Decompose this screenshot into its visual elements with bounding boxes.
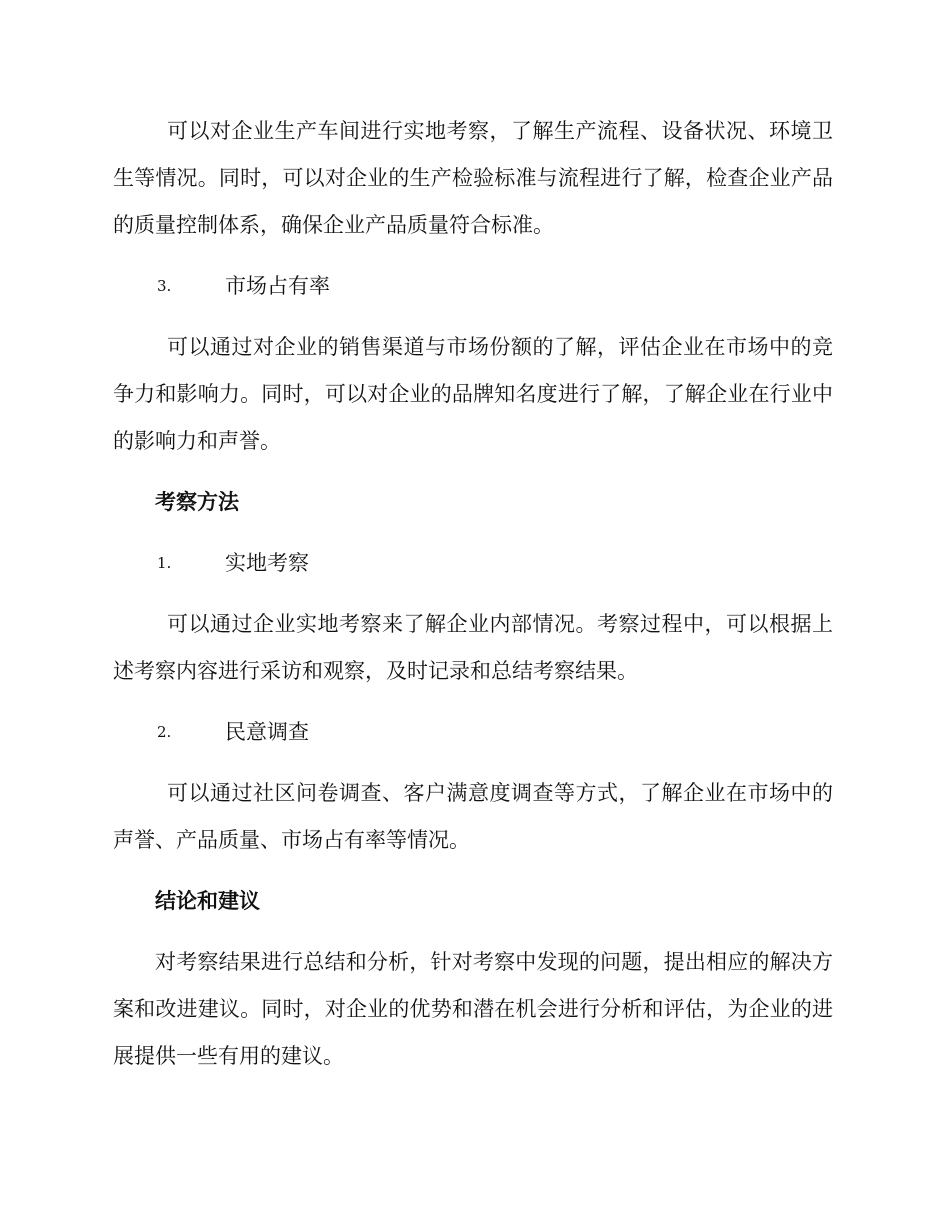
list-item-label: 民意调查 — [225, 720, 309, 744]
section-heading-conclusion: 结论和建议 — [155, 889, 260, 913]
section-heading-methods: 考察方法 — [155, 490, 239, 514]
paragraph-inspection-production: 可以对企业生产车间进行实地考察，了解生产流程、设备状况、环境卫生等情况。同时，可以对企业的生产检验标准与流程进行了解，检查企业产品的质量控制体系，确保企业产品质量符合标准。 — [113, 119, 833, 237]
paragraph-market-share: 可以通过对企业的销售渠道与市场份额的了解，评估企业在市场中的竞争力和影响力。同时，可以对企业的品牌知名度进行了解，了解企业在行业中的影响力和声誉。 — [113, 335, 833, 453]
list-number: 3. — [157, 277, 172, 295]
list-item-label: 市场占有率 — [225, 274, 330, 298]
paragraph-public-survey: 可以通过社区问卷调查、客户满意度调查等方式，了解企业在市场中的声誉、产品质量、市场占有率等情况。 — [113, 781, 833, 852]
paragraph-field-inspection: 可以通过企业实地考察来了解企业内部情况。考察过程中，可以根据上述考察内容进行采访和观察，及时记录和总结考察结果。 — [113, 612, 833, 683]
list-item-label: 实地考察 — [225, 551, 309, 575]
document-page — [113, 108, 833, 1080]
list-item-public-survey — [113, 709, 833, 756]
paragraph-conclusion: 对考察结果进行总结和分析，针对考察中发现的问题，提出相应的解决方案和改进建议。同时，对企业的优势和潜在机会进行分析和评估，为企业的进展提供一些有用的建议。 — [113, 950, 833, 1068]
list-item-field-inspection — [113, 540, 833, 587]
list-number: 2. — [157, 723, 172, 741]
list-number: 1. — [157, 554, 172, 572]
list-item-market-share — [113, 263, 833, 310]
